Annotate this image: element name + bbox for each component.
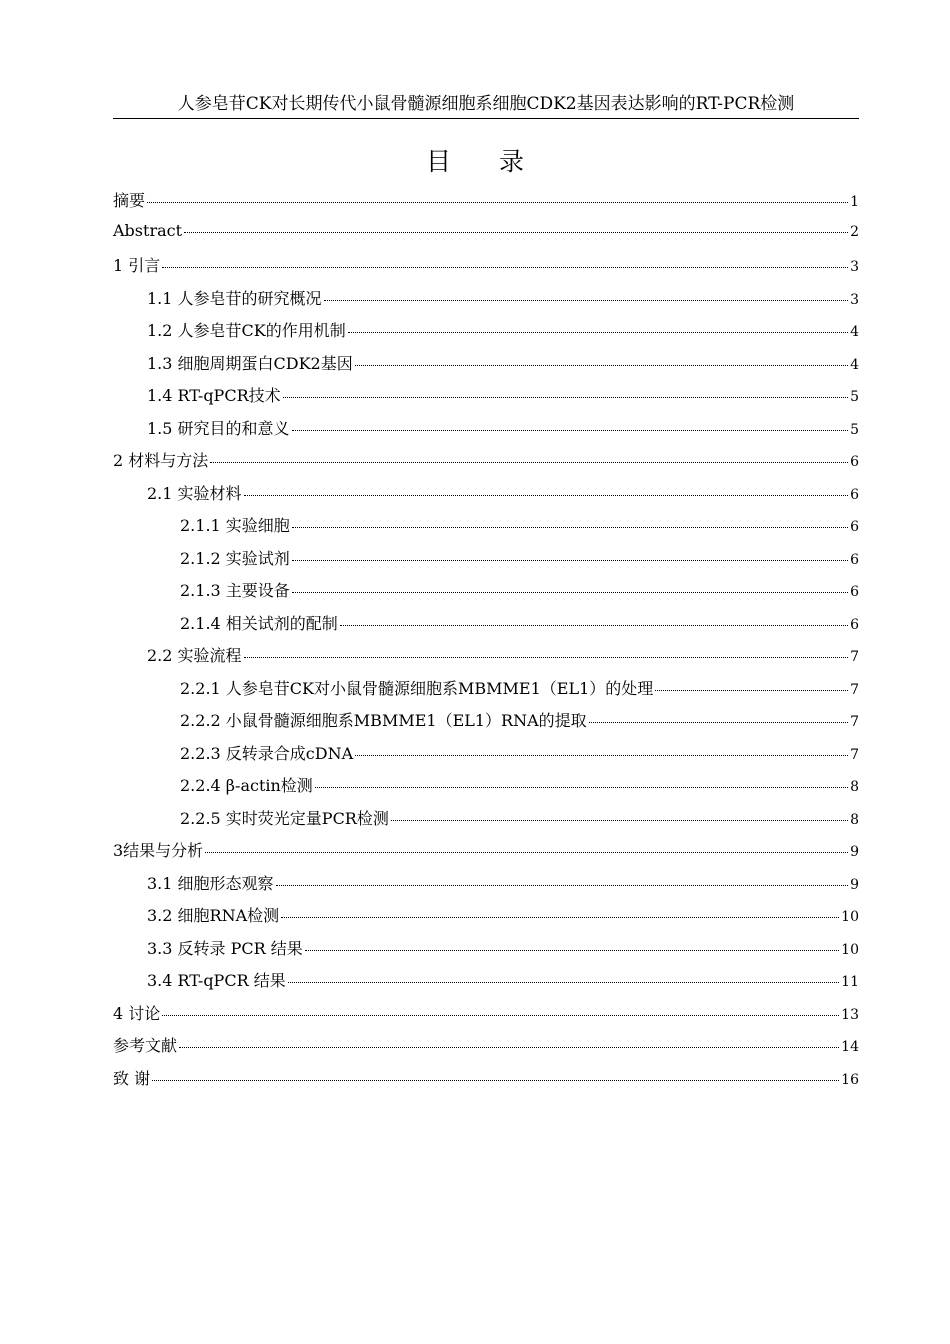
toc-page-number: 11 <box>841 974 859 990</box>
toc-leader-dots <box>205 852 848 853</box>
toc-leader-dots <box>244 495 849 496</box>
toc-page-number: 5 <box>850 421 859 438</box>
toc-leader-dots <box>283 397 848 398</box>
toc-entry-text: 1.4 RT-qPCR技术 <box>147 386 281 405</box>
toc-leader-dots <box>391 820 848 821</box>
toc-page-number: 4 <box>850 356 859 373</box>
toc-page-number: 6 <box>850 454 859 470</box>
toc-entry-text: 1.3 细胞周期蛋白CDK2基因 <box>147 353 353 373</box>
toc-entry[interactable] <box>113 708 859 741</box>
toc-page-number: 8 <box>850 779 859 795</box>
toc-entry[interactable] <box>113 1033 859 1066</box>
toc-leader-dots <box>276 885 849 886</box>
toc-leader-dots <box>292 560 848 561</box>
toc-page-number: 1 <box>850 194 859 210</box>
toc-entry[interactable] <box>113 513 859 546</box>
toc-page-number: 6 <box>850 486 859 503</box>
toc-entry[interactable] <box>113 1001 859 1034</box>
toc-entry[interactable] <box>113 611 859 644</box>
toc-entry-text: 参考文献 <box>113 1036 178 1055</box>
toc-entry[interactable] <box>113 546 859 579</box>
toc-entry[interactable] <box>113 318 859 351</box>
toc-entry[interactable] <box>113 676 859 709</box>
toc-entry-text: 2.2.3 反转录合成cDNA <box>180 743 354 763</box>
toc-title: 目录 <box>425 147 572 176</box>
toc-entry-text: 2.1.2 实验试剂 <box>180 548 290 568</box>
toc-leader-dots <box>162 1015 839 1016</box>
toc-page-number: 9 <box>850 876 859 893</box>
toc-leader-dots <box>589 722 848 723</box>
toc-entry[interactable] <box>113 773 859 806</box>
header-rule <box>113 118 859 119</box>
toc-entry-text: 2.1.1 实验细胞 <box>180 516 290 535</box>
toc-entry[interactable] <box>113 481 859 514</box>
toc-page-number: 16 <box>841 1071 859 1088</box>
toc-entry-text: 1.5 研究目的和意义 <box>147 418 290 438</box>
toc-entry-text: 2.1.4 相关试剂的配制 <box>180 613 338 633</box>
toc-page-number: 4 <box>850 324 859 340</box>
toc-page-number: 6 <box>850 551 859 568</box>
toc-leader-dots <box>355 755 848 756</box>
toc-leader-dots <box>244 657 849 658</box>
toc-entry[interactable] <box>113 286 859 319</box>
toc-entry-text: 2.2.2 小鼠骨髓源细胞系MBMME1（EL1）RNA的提取 <box>180 711 587 730</box>
toc-entry[interactable] <box>113 221 859 254</box>
toc-entry-text: 1.2 人参皂苷CK的作用机制 <box>147 321 346 340</box>
toc-page-number: 10 <box>841 909 859 925</box>
toc-entry-text: 1.1 人参皂苷的研究概况 <box>147 288 322 308</box>
toc-entry-text: 2.1 实验材料 <box>147 483 242 503</box>
toc-entry[interactable] <box>113 578 859 611</box>
toc-leader-dots <box>288 982 839 983</box>
toc-entry[interactable] <box>113 448 859 481</box>
toc-leader-dots <box>324 300 849 301</box>
toc-leader-dots <box>281 917 839 918</box>
toc-leader-dots <box>292 430 849 431</box>
toc-entry-text: 3.1 细胞形态观察 <box>147 873 274 893</box>
toc-entry-text: 摘要 <box>113 191 146 210</box>
toc-entry-text: 致 谢 <box>113 1068 151 1088</box>
toc-page-number: 7 <box>850 714 859 730</box>
toc-entry-text: 3.4 RT-qPCR 结果 <box>147 971 286 990</box>
table-of-contents <box>113 188 859 1098</box>
toc-entry[interactable] <box>113 416 859 449</box>
toc-entry-text: 2.2.1 人参皂苷CK对小鼠骨髓源细胞系MBMME1（EL1）的处理 <box>180 678 654 698</box>
toc-page-number: 7 <box>850 649 859 665</box>
toc-entry-text: 4 讨论 <box>113 1003 161 1023</box>
toc-entry-text: 3.3 反转录 PCR 结果 <box>147 938 303 958</box>
toc-leader-dots <box>179 1047 839 1048</box>
toc-page-number: 3 <box>850 259 859 275</box>
toc-leader-dots <box>152 1080 839 1081</box>
toc-leader-dots <box>305 950 839 951</box>
toc-entry-text: 2.2.4 β-actin检测 <box>180 776 313 795</box>
toc-page-number: 5 <box>850 389 859 405</box>
toc-entry-text: 3结果与分析 <box>113 841 204 860</box>
toc-entry-text: 2 材料与方法 <box>113 451 209 470</box>
toc-leader-dots <box>340 625 848 626</box>
toc-page-number: 6 <box>850 519 859 535</box>
toc-page-number: 13 <box>841 1006 859 1023</box>
toc-page-number: 8 <box>850 811 859 828</box>
toc-entry-text: 1 引言 <box>113 256 161 275</box>
toc-entry[interactable] <box>113 806 859 839</box>
toc-page-number: 7 <box>850 681 859 698</box>
toc-entry[interactable] <box>113 188 859 221</box>
toc-page-number: 10 <box>841 941 859 958</box>
toc-entry-text: 3.2 细胞RNA检测 <box>147 906 280 925</box>
toc-leader-dots <box>184 232 848 233</box>
toc-entry[interactable] <box>113 903 859 936</box>
toc-page-number: 6 <box>850 584 859 600</box>
toc-page-number: 2 <box>850 223 859 240</box>
toc-entry-text: 2.2.5 实时荧光定量PCR检测 <box>180 808 389 828</box>
toc-leader-dots <box>162 267 848 268</box>
toc-leader-dots <box>147 202 848 203</box>
toc-entry[interactable] <box>113 936 859 969</box>
toc-leader-dots <box>315 787 848 788</box>
toc-page-number: 7 <box>850 746 859 763</box>
toc-entry[interactable] <box>113 1066 859 1099</box>
toc-leader-dots <box>355 365 848 366</box>
toc-leader-dots <box>292 527 848 528</box>
toc-entry-text: 2.2 实验流程 <box>147 646 242 665</box>
toc-entry[interactable] <box>113 838 859 871</box>
toc-leader-dots <box>210 462 848 463</box>
toc-page-number: 14 <box>841 1039 859 1055</box>
toc-entry[interactable] <box>113 383 859 416</box>
toc-entry[interactable] <box>113 643 859 676</box>
toc-entry[interactable] <box>113 351 859 384</box>
toc-page-number: 9 <box>850 844 859 860</box>
toc-entry-text: Abstract <box>113 220 183 240</box>
toc-entry[interactable] <box>113 741 859 774</box>
toc-entry[interactable] <box>113 253 859 286</box>
running-header-title: 人参皂苷CK对长期传代小鼠骨髓源细胞系细胞CDK2基因表达影响的RT-PCR检测 <box>177 94 795 114</box>
toc-entry[interactable] <box>113 968 859 1001</box>
toc-leader-dots <box>292 592 848 593</box>
toc-leader-dots <box>348 332 848 333</box>
toc-page-number: 6 <box>850 616 859 633</box>
toc-leader-dots <box>655 690 848 691</box>
toc-entry-text: 2.1.3 主要设备 <box>180 581 290 600</box>
toc-page-number: 3 <box>850 291 859 308</box>
toc-entry[interactable] <box>113 871 859 904</box>
